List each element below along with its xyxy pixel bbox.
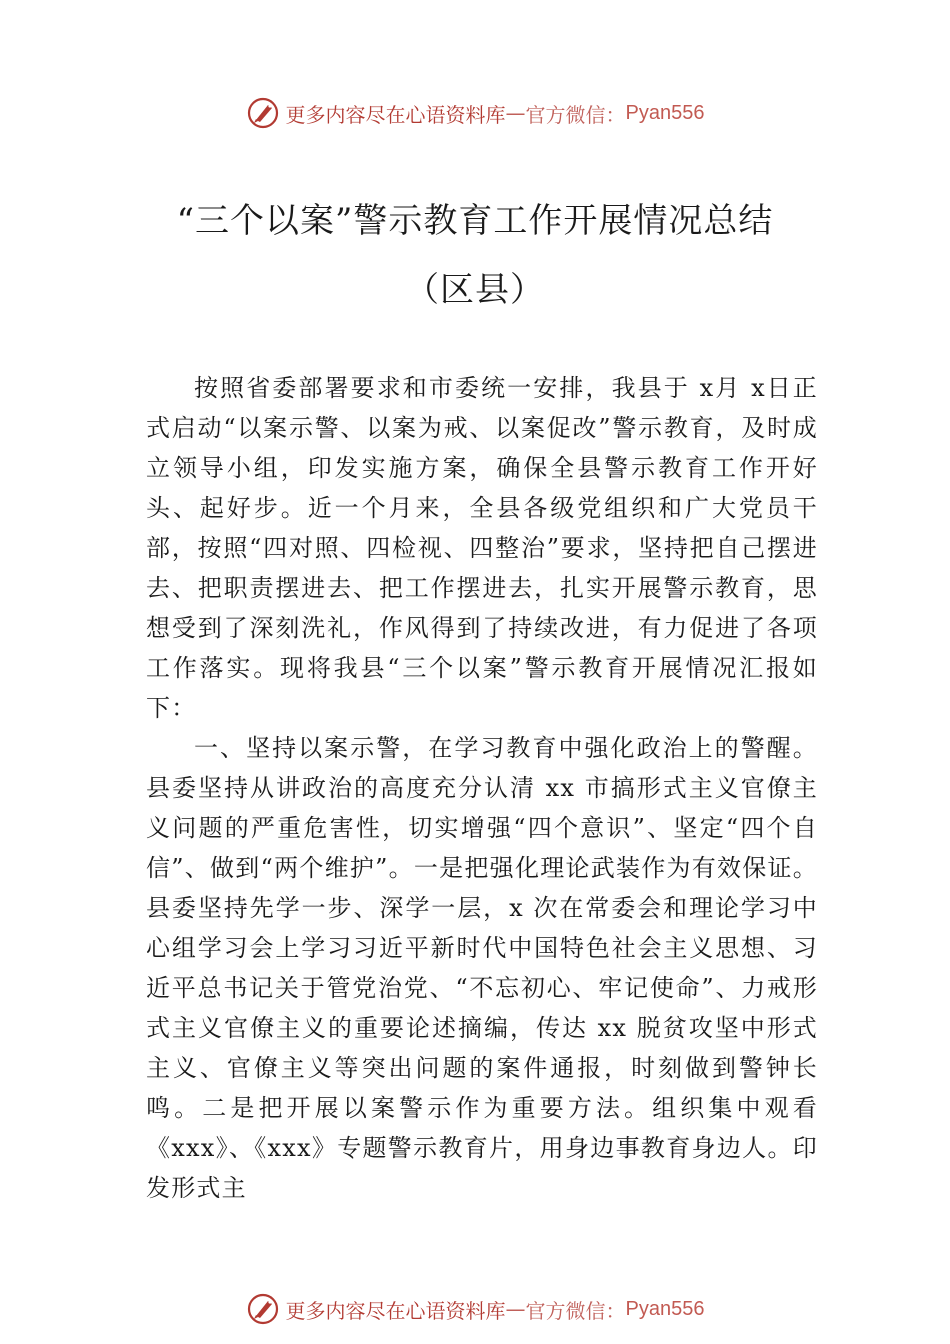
document-subtitle: （区县） xyxy=(405,270,545,310)
document-title: “三个以案”警示教育工作开展情况总结 xyxy=(176,201,774,241)
pen-nib-logo-icon xyxy=(246,96,280,130)
pen-nib-logo-icon xyxy=(246,1292,280,1326)
watermark-separator: — xyxy=(505,101,526,125)
document-body xyxy=(146,368,818,1208)
watermark-brand-text: 更多内容尽在心语资料库 xyxy=(285,1298,506,1323)
watermark-official-label: 官方微信： xyxy=(525,1298,626,1323)
paragraph-intro: 按照省委部署要求和市委统一安排，我县于 x月 x日正式启动“以案示警、以案为戒、以案促改”警示教育，及时成立领导小组，印发实施方案，确保全县警示教育工作开好头、起好步。近一个月来，全县各级党组织和广大党员干部，按照“四对照、四检视、四整治”要求，坚持把自己摆进去、把职责摆进去、把工作摆进去，扎实开展警示教育，思想受到了深刻洗礼，作风得到了持续改进，有力促进了各项工作落实。现将我县“三个以案”警示教育开展情况汇报如下： xyxy=(146,374,818,722)
watermark-wechat-id: Pyan556 xyxy=(625,101,705,124)
paragraph-section-one: 一、坚持以案示警，在学习教育中强化政治上的警醒。县委坚持从讲政治的高度充分认清 xx 市搞形式主义官僚主义问题的严重危害性，切实增强“四个意识”、坚定“四个自信”、做到“两个维护”。一是把强化理论武装作为有效保证。县委坚持先学一步、深学一层，x 次在常委会和理论学习中心组学习会上学习习近平新时代中国特色社会主义思想、习近平总书记关于管党治党、“不忘初心、牢记使命”、力戒形式主义官僚主义的重要论述摘编，传达 xx 脱贫攻坚中形式主义、官僚主义等突出问题的案件通报，时刻做到警钟长鸣。二是把开展以案警示作为重要方法。组织集中观看《xxx》、《xxx》专题警示教育片，用身边事教育身边人。印发形式主 xyxy=(146,734,818,1202)
watermark-wechat-id: Pyan556 xyxy=(625,1297,705,1320)
header-watermark-banner xyxy=(0,93,950,133)
footer-watermark-banner xyxy=(0,1289,950,1329)
watermark-separator: — xyxy=(505,1297,526,1321)
watermark-brand-text: 更多内容尽在心语资料库 xyxy=(285,102,506,127)
watermark-official-label: 官方微信： xyxy=(525,102,626,127)
